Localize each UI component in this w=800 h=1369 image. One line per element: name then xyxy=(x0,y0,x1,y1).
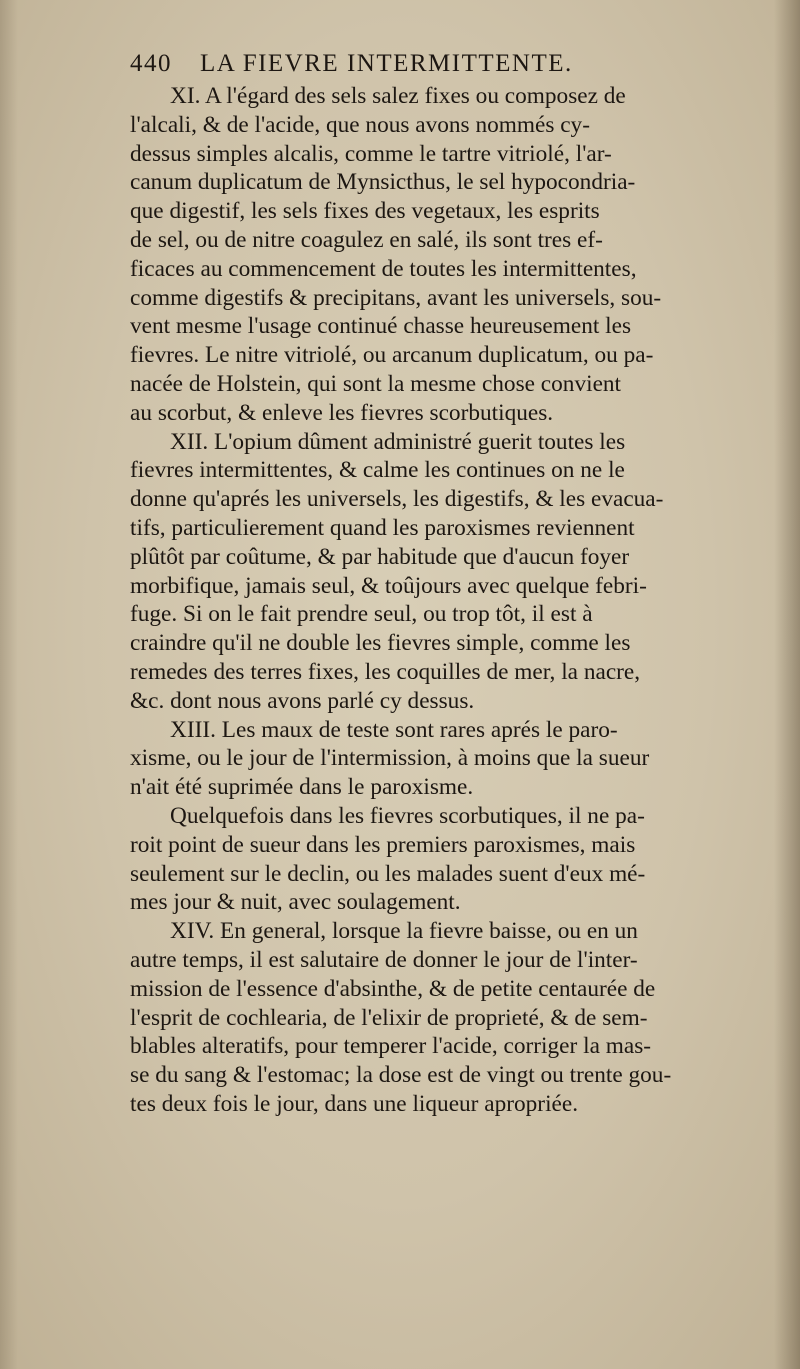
text-line: au scorbut, & enleve les fievres scorbutiques. xyxy=(130,399,554,426)
text-line: dessus simples alcalis, comme le tartre vitriolé, l'ar- xyxy=(130,140,612,167)
text-line: &c. dont nous avons parlé cy dessus. xyxy=(130,687,475,714)
page-content xyxy=(130,50,794,1119)
text-line: nacée de Holstein, qui sont la mesme chose convient xyxy=(130,370,622,397)
text-line-paragraph-xi: XI. A l'égard des sels salez fixes ou composez de xyxy=(170,83,626,109)
text-line-paragraph-quelquefois: Quelquefois dans les fievres scorbutiques, il ne pa- xyxy=(170,802,645,829)
text-line-paragraph-xiii: XIII. Les maux de teste sont rares aprés le paro- xyxy=(170,716,618,743)
page-number: 440 xyxy=(130,50,172,77)
text-line: l'alcali, & de l'acide, que nous avons nommés cy- xyxy=(130,111,590,138)
text-line: vent mesme l'usage continué chasse heureusement les xyxy=(130,313,632,340)
text-line: donne qu'aprés les universels, les digestifs, & les evacua- xyxy=(130,486,664,513)
text-line: plûtôt par coûtume, & par habitude que d'aucun foyer xyxy=(130,543,630,570)
text-line: mission de l'essence d'absinthe, & de petite centaurée de xyxy=(130,975,656,1002)
text-line: roit point de sueur dans les premiers paroxismes, mais xyxy=(130,831,636,858)
text-line: fievres. Le nitre vitriolé, ou arcanum duplicatum, ou pa- xyxy=(130,342,654,369)
text-line: mes jour & nuit, avec soulagement. xyxy=(130,889,461,916)
page-edge-shadow xyxy=(0,0,18,1369)
text-line: xisme, ou le jour de l'intermission, à moins que la sueur xyxy=(130,745,650,772)
text-line: remedes des terres fixes, les coquilles de mer, la nacre, xyxy=(130,658,641,685)
text-line: tifs, particulierement quand les paroxismes reviennent xyxy=(130,514,635,541)
text-line: comme digestifs & precipitans, avant les universels, sou- xyxy=(130,284,662,311)
text-line: blables alteratifs, pour temperer l'acide, corriger la mas- xyxy=(130,1033,652,1060)
text-line: seulement sur le declin, ou les malades suent d'eux mé- xyxy=(130,860,646,887)
text-line: canum duplicatum de Mynsicthus, le sel hypocondria- xyxy=(130,169,636,196)
running-head xyxy=(130,50,794,78)
text-line: fievres intermittentes, & calme les continues on ne le xyxy=(130,457,625,484)
text-line: morbifique, jamais seul, & toûjours avec quelque febri- xyxy=(130,572,647,599)
text-line: tes deux fois le jour, dans une liqueur apropriée. xyxy=(130,1090,579,1117)
body-text xyxy=(130,82,794,1119)
text-line: se du sang & l'estomac; la dose est de vingt ou trente gou- xyxy=(130,1062,672,1089)
text-line-paragraph-xiv: XIV. En general, lorsque la fievre baisse, ou en un xyxy=(170,918,638,945)
text-line: ficaces au commencement de toutes les intermittentes, xyxy=(130,255,637,282)
text-line: autre temps, il est salutaire de donner le jour de l'inter- xyxy=(130,946,638,973)
text-line: fuge. Si on le fait prendre seul, ou trop tôt, il est à xyxy=(130,601,593,628)
text-line-paragraph-xii: XII. L'opium dûment administré guerit toutes les xyxy=(170,428,626,455)
text-line: n'ait été suprimée dans le paroxisme. xyxy=(130,774,474,801)
text-line: l'esprit de cochlearia, de l'elixir de proprieté, & de sem- xyxy=(130,1004,648,1031)
text-line: que digestif, les sels fixes des vegetaux, les esprits xyxy=(130,198,600,225)
running-title: LA FIEVRE INTERMITTENTE. xyxy=(200,50,573,77)
text-line: de sel, ou de nitre coagulez en salé, ils sont tres ef- xyxy=(130,226,603,253)
text-line: craindre qu'il ne double les fievres simple, comme les xyxy=(130,630,631,657)
